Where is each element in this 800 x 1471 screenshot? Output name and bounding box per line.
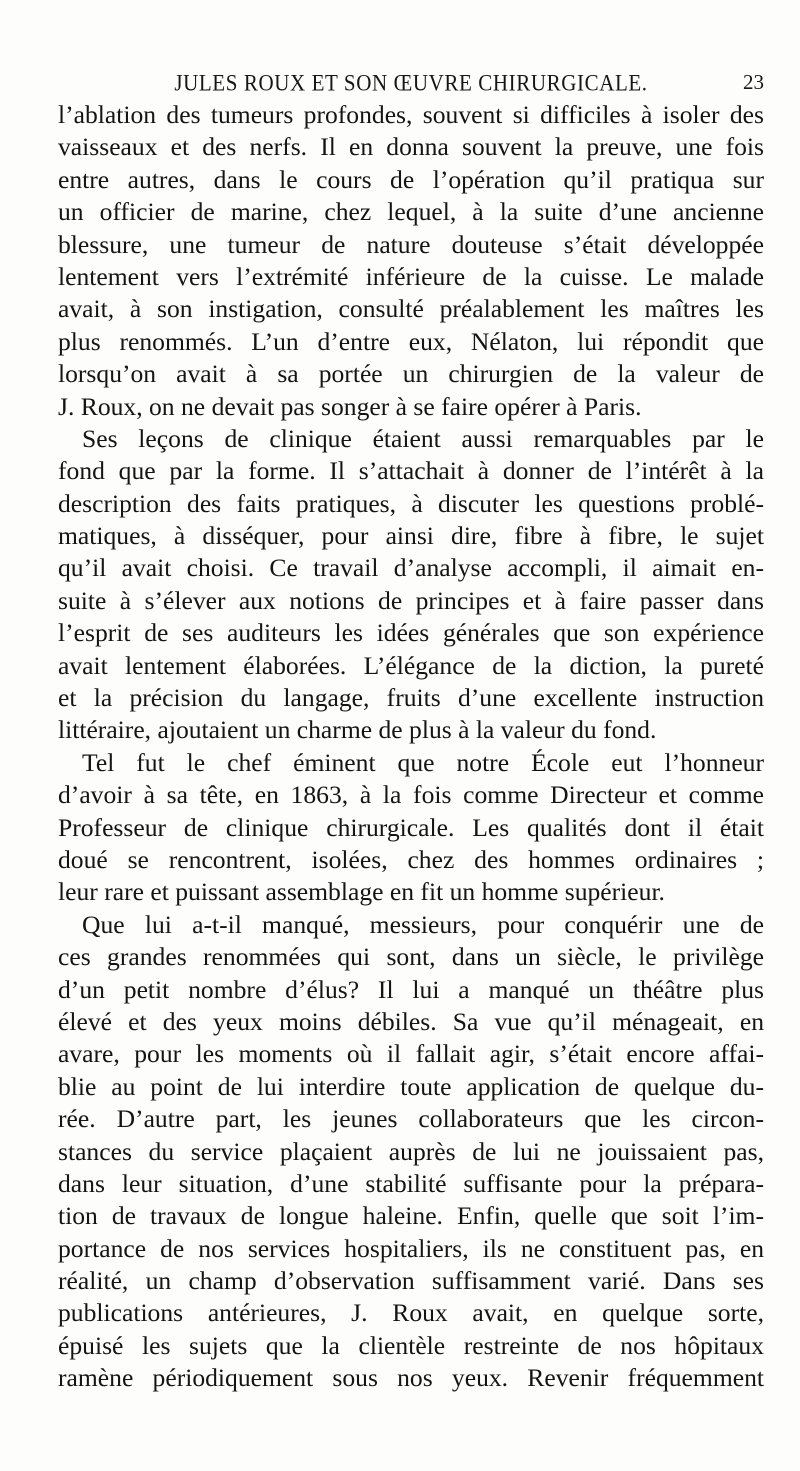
text-line: d’un petit nombre d’élus? Il lui a manqué un théâtre plus <box>58 974 764 1004</box>
text-line: rée. D’autre part, les jeunes collaborateurs que les circon- <box>58 1104 764 1134</box>
text-line: l’ablation des tumeurs profondes, souvent si difficiles à isoler des <box>58 100 764 129</box>
text-line: avait lentement élaborées. L’élégance de la diction, la pureté <box>58 650 764 680</box>
paragraph-start-line: Tel fut le chef éminent que notre École eut l’honneur <box>82 747 764 777</box>
text-line: ces grandes renommées qui sont, dans un siècle, le privilège <box>58 942 764 972</box>
text-line: un officier de marine, chez lequel, à la suite d’une ancienne <box>58 197 764 227</box>
text-line: plus renommés. L’un d’entre eux, Nélaton, lui répondit que <box>58 326 764 356</box>
running-head <box>58 70 764 100</box>
text-line: matiques, à disséquer, pour ainsi dire, fibre à fibre, le sujet <box>58 521 764 551</box>
text-line: entre autres, dans le cours de l’opération qu’il pratiqua sur <box>58 164 764 194</box>
text-line: l’esprit de ses auditeurs les idées générales que son expérience <box>58 618 764 648</box>
text-line: leur rare et puissant assemblage en fit un homme supérieur. <box>58 877 665 907</box>
running-title: JULES ROUX ET SON ŒUVRE CHIRURGICALE. <box>174 70 648 96</box>
text-line: blie au point de lui interdire toute application de quelque du- <box>58 1071 764 1101</box>
text-line: réalité, un champ d’observation suffisamment varié. Dans ses <box>58 1266 764 1296</box>
text-line: avait, à son instigation, consulté préalablement les maîtres les <box>58 294 764 324</box>
text-line: ramène périodiquement sous nos yeux. Revenir fréquemment <box>58 1363 764 1393</box>
text-line: littéraire, ajoutaient un charme de plus à la valeur du fond. <box>58 715 657 745</box>
text-line: fond que par la forme. Il s’attachait à donner de l’intérêt à la <box>58 456 764 486</box>
text-line: doué se rencontrent, isolées, chez des hommes ordinaires ; <box>58 844 764 874</box>
text-line: portance de nos services hospitaliers, ils ne constituent pas, en <box>58 1233 764 1263</box>
text-line: et la précision du langage, fruits d’une excellente instruction <box>58 683 764 713</box>
text-line: description des faits pratiques, à discuter les questions problé- <box>58 488 764 518</box>
text-line: publications antérieures, J. Roux avait, en quelque sorte, <box>58 1298 764 1328</box>
text-line: qu’il avait choisi. Ce travail d’analyse accompli, il aimait en- <box>58 553 764 583</box>
text-line: d’avoir à sa tête, en 1863, à la fois comme Directeur et comme <box>58 780 764 810</box>
text-line: lentement vers l’extrémité inférieure de la cuisse. Le malade <box>58 261 764 291</box>
page-number: 23 <box>743 70 764 94</box>
text-line: Professeur de clinique chirurgicale. Les qualités dont il était <box>58 812 764 842</box>
text-line: vaisseaux et des nerfs. Il en donna souvent la preuve, une fois <box>58 132 764 162</box>
text-line: stances du service plaçaient auprès de lui ne jouissaient pas, <box>58 1136 764 1166</box>
text-line: épuisé les sujets que la clientèle restreinte de nos hôpitaux <box>58 1330 764 1360</box>
paragraph-start-line: Ses leçons de clinique étaient aussi remarquables par le <box>82 423 764 453</box>
body-text <box>58 99 764 1395</box>
text-line: lorsqu’on avait à sa portée un chirurgien de la valeur de <box>58 359 764 389</box>
text-line: J. Roux, on ne devait pas songer à se faire opérer à Paris. <box>58 391 642 421</box>
text-line: blessure, une tumeur de nature douteuse s’était développée <box>58 229 764 259</box>
text-line: avare, pour les moments où il fallait agir, s’était encore affai- <box>58 1039 764 1069</box>
paragraph-start-line: Que lui a-t-il manqué, messieurs, pour conquérir une de <box>82 909 764 939</box>
text-line: élevé et des yeux moins débiles. Sa vue qu’il ménageait, en <box>58 1006 764 1036</box>
text-line: dans leur situation, d’une stabilité suffisante pour la prépara- <box>58 1168 764 1198</box>
text-line: suite à s’élever aux notions de principes et à faire passer dans <box>58 585 764 615</box>
text-line: tion de travaux de longue haleine. Enfin, quelle que soit l’im- <box>58 1201 764 1231</box>
